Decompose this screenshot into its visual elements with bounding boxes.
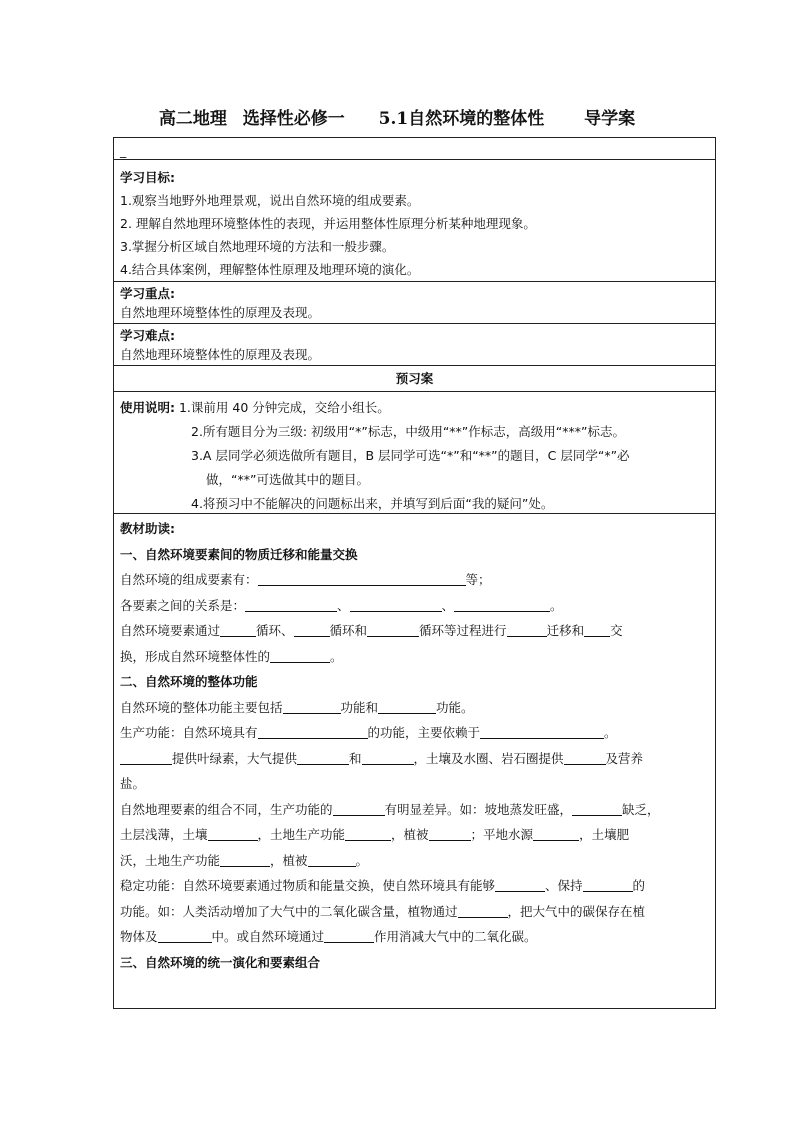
difficulties-heading: 学习难点: xyxy=(120,328,175,343)
line-text: 稳定功能：自然环境要素通过物质和能量交换，使自然环境具有能够 xyxy=(120,878,496,893)
answer-blank[interactable] xyxy=(333,801,385,816)
reading-section xyxy=(114,514,715,977)
difficulties-section xyxy=(114,324,715,366)
answer-blank[interactable] xyxy=(220,622,256,637)
answer-blank[interactable] xyxy=(294,622,330,637)
line-text: 循环和 xyxy=(329,623,368,638)
answer-blank[interactable] xyxy=(208,826,258,841)
answer-blank[interactable] xyxy=(429,826,471,841)
fill-line xyxy=(120,873,709,899)
title-course: 高二地理 xyxy=(158,109,227,129)
answer-blank[interactable] xyxy=(362,750,414,765)
line-text: 功能和 xyxy=(340,699,379,715)
line-text: 换，形成自然环境整体性的 xyxy=(120,648,271,664)
line-text: 的功能，主要依赖于 xyxy=(367,725,481,740)
usage-item: 3.A 层同学必须选做所有题目，B 层同学可选“*”和“**”的题目，C 层同学“*”必 xyxy=(191,448,630,463)
usage-label: 使用说明: xyxy=(120,400,175,415)
line-text: 有明显差异。如：坡地蒸发旺盛， xyxy=(384,801,573,817)
fill-line xyxy=(120,797,709,823)
fill-line xyxy=(120,618,709,644)
key-points-text: 自然地理环境整体性的原理及表现。 xyxy=(120,305,321,320)
fill-line xyxy=(120,848,709,874)
key-points-section xyxy=(114,282,715,324)
answer-blank[interactable] xyxy=(283,699,341,714)
line-text: 生产功能：自然环境具有 xyxy=(120,725,258,740)
line-text: 。 xyxy=(550,597,563,613)
line-text: 提供叶绿素，大气提供 xyxy=(172,750,298,766)
fill-line xyxy=(120,593,709,619)
line-text: 、保持 xyxy=(545,878,583,893)
line-text: 自然环境的组成要素有： xyxy=(120,572,258,587)
line-text: ，土地生产功能 xyxy=(257,827,346,842)
line-text: 和 xyxy=(349,750,362,766)
section-title: 二、自然环境的整体功能 xyxy=(120,674,258,689)
difficulties-text: 自然地理环境整体性的原理及表现。 xyxy=(120,347,321,362)
fill-line xyxy=(120,924,709,950)
section-title: 三、自然环境的统一演化和要素组合 xyxy=(120,954,321,970)
line-text: 迁移和 xyxy=(546,623,585,638)
line-text: 自然环境的整体功能主要包括 xyxy=(120,699,283,715)
answer-blank[interactable] xyxy=(258,571,466,586)
line-text: 中。或自然环境通过 xyxy=(211,929,325,944)
fill-line xyxy=(120,644,709,670)
goal-item: 1.观察当地野外地理景观，说出自然环境的组成要素。 xyxy=(120,193,420,208)
line-text: 功能。如：人类活动增加了大气中的二氧化碳含量，植物通过 xyxy=(120,903,458,919)
usage-item: 2.所有题目分为三级: 初级用“*”标志，中级用“**”作标志，高级用“***”标志。 xyxy=(191,424,625,439)
answer-blank[interactable] xyxy=(350,597,442,612)
usage-section xyxy=(114,392,715,514)
answer-blank[interactable] xyxy=(324,928,374,943)
usage-item: 1.课前用 40 分钟完成，交给小组长。 xyxy=(178,400,390,415)
answer-blank[interactable] xyxy=(297,750,349,765)
line-text: 自然环境要素通过 xyxy=(120,623,221,638)
answer-blank[interactable] xyxy=(378,699,436,714)
answer-blank[interactable] xyxy=(245,597,337,612)
line-text: 、 xyxy=(441,597,455,613)
line-text: ，植被 xyxy=(270,852,308,868)
line-text: 。 xyxy=(330,648,343,664)
answer-blank[interactable] xyxy=(564,750,606,765)
reading-heading: 教材助读: xyxy=(120,521,175,536)
preview-heading: 预习案 xyxy=(114,366,715,392)
fill-line: 盐。 xyxy=(120,776,146,791)
answer-blank[interactable] xyxy=(220,852,270,867)
line-text: 物体及 xyxy=(120,929,158,944)
usage-item: 4.将预习中不能解决的问题标出来，并填写到后面“我的疑问”处。 xyxy=(191,496,554,511)
answer-blank[interactable] xyxy=(480,724,604,739)
goal-item: 2. 理解自然地理环境整体性的表现，并运用整体性原理分析某种地理现象。 xyxy=(120,216,536,231)
page-title xyxy=(0,104,794,129)
line-text: 土层浅薄，土壤 xyxy=(120,827,208,842)
answer-blank[interactable] xyxy=(367,622,419,637)
title-lesson: 5.1自然环境的整体性 xyxy=(378,109,545,129)
line-text: ，植被 xyxy=(391,827,429,842)
answer-blank[interactable] xyxy=(583,877,633,892)
answer-blank[interactable] xyxy=(158,928,212,943)
answer-blank[interactable] xyxy=(584,622,610,637)
line-text: 循环、 xyxy=(256,623,294,638)
section-title: 一、自然环境要素间的物质迁移和能量交换 xyxy=(120,546,358,562)
line-text: 交 xyxy=(610,623,623,638)
goal-item: 4.结合具体案例，理解整体性原理及地理环境的演化。 xyxy=(120,262,420,277)
answer-blank[interactable] xyxy=(495,877,545,892)
line-text: ，土壤肥 xyxy=(579,827,630,842)
line-text: 及营养 xyxy=(605,750,644,766)
title-book: 选择性必修一 xyxy=(242,109,345,129)
usage-item: 做，“**”可选做其中的题目。 xyxy=(206,472,369,487)
worksheet-table xyxy=(113,137,716,1009)
line-text: 。 xyxy=(604,725,617,740)
answer-blank[interactable] xyxy=(120,750,172,765)
line-text: 作用消减大气中的二氧化碳。 xyxy=(374,929,537,944)
fill-line xyxy=(120,720,709,746)
line-text: 功能。 xyxy=(436,699,474,715)
key-points-heading: 学习重点: xyxy=(120,286,175,301)
line-text: 缺乏， xyxy=(622,801,660,817)
fill-line xyxy=(120,695,709,721)
answer-blank[interactable] xyxy=(454,597,550,612)
goals-heading: 学习目标: xyxy=(120,170,175,185)
line-text: 等； xyxy=(465,572,491,587)
line-text: 自然地理要素的组合不同，生产功能的 xyxy=(120,801,333,817)
line-text: 的 xyxy=(632,878,646,893)
line-text: ，把大气中的碳保存在植 xyxy=(507,903,646,919)
line-text: 。 xyxy=(355,852,369,868)
goals-section xyxy=(114,160,715,282)
title-type: 导学案 xyxy=(584,109,636,129)
line-text: ，土壤及水圈、岩石圈提供 xyxy=(413,750,564,766)
fill-line xyxy=(120,822,709,848)
fill-line xyxy=(120,746,709,772)
goal-item: 3.掌握分析区域自然地理环境的方法和一般步骤。 xyxy=(120,239,395,254)
answer-blank[interactable] xyxy=(258,724,368,739)
answer-blank[interactable] xyxy=(458,903,508,918)
line-text: ；平地水源 xyxy=(470,827,534,842)
fill-line xyxy=(120,567,709,593)
answer-blank[interactable] xyxy=(345,826,391,841)
top-row xyxy=(114,138,715,160)
answer-blank[interactable] xyxy=(308,852,356,867)
line-text: 循环等过程进行 xyxy=(419,623,507,638)
answer-blank[interactable] xyxy=(270,648,330,663)
top-mark: _ xyxy=(120,143,127,158)
answer-blank[interactable] xyxy=(533,826,579,841)
line-text: 、 xyxy=(337,597,350,613)
line-text: 各要素之间的关系是： xyxy=(120,597,246,613)
line-text: 沃，土地生产功能 xyxy=(120,852,221,868)
answer-blank[interactable] xyxy=(507,622,547,637)
answer-blank[interactable] xyxy=(572,801,622,816)
fill-line xyxy=(120,899,709,925)
